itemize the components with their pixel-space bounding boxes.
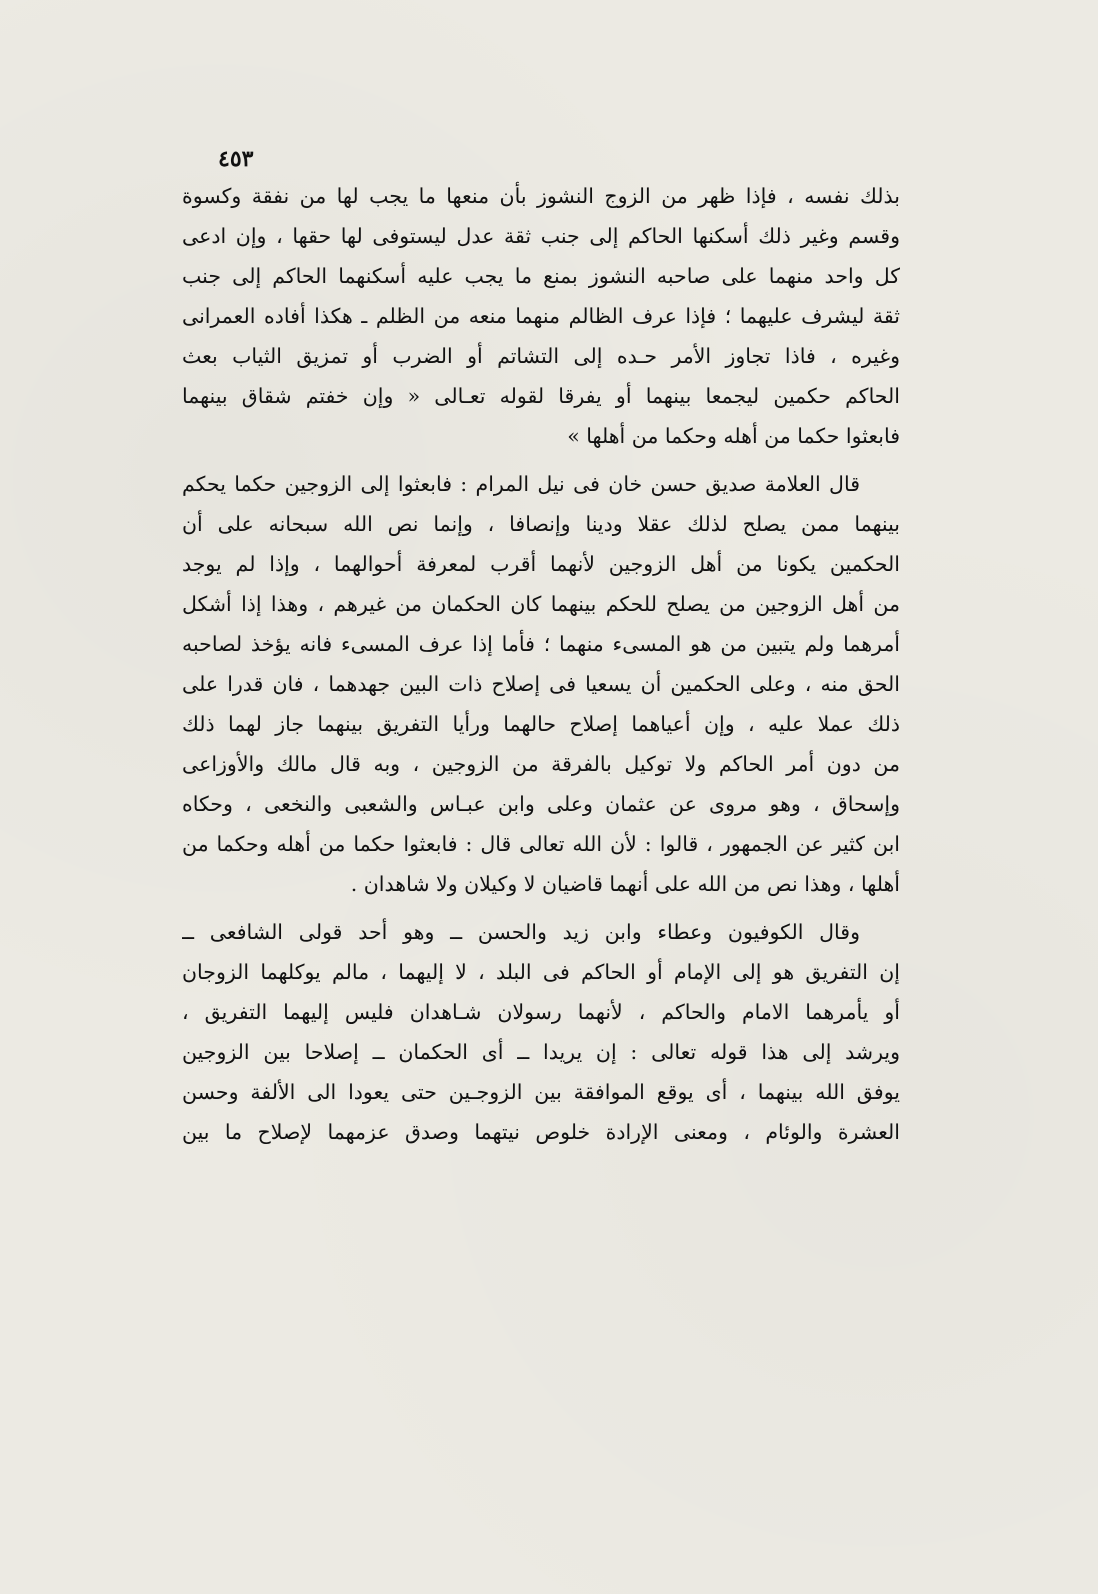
text-line: بينهما ممن يصلح لذلك عقلا ودينا وإنصافا ، وإنما نص الله سبحانه على أن: [182, 512, 900, 536]
text-line: إن التفريق هو إلى الإمام أو الحاكم فى البلد ، لا إليهما ، مالم يوكلهما الزوجان: [182, 960, 900, 984]
text-line: أهلها ، وهذا نص من الله على أنهما قاضيان لا وكيلان ولا شاهدان .: [350, 872, 900, 896]
text-line: العشرة والوئام ، ومعنى الإرادة خلوص نيتهما وصدق عزمهما لإصلاح ما بين: [182, 1120, 900, 1144]
paragraph: [182, 912, 900, 1152]
text-line: قال العلامة صديق حسن خان فى نيل المرام : فابعثوا إلى الزوجين حكما يحكم: [182, 472, 860, 496]
text-line: من أهل الزوجين من يصلح للحكم بينهما كان الحكمان من غيرهم ، وهذا إذا أشكل: [182, 592, 900, 616]
text-line: وغيره ، فاذا تجاوز الأمر حـده إلى التشاتم أو الضرب أو تمزيق الثياب بعث: [182, 344, 900, 368]
body-text: [182, 176, 900, 1152]
text-line: وقسم وغير ذلك أسكنها الحاكم إلى جنب ثقة عدل ليستوفى لها حقها ، وإن ادعى: [182, 224, 900, 248]
text-line: كل واحد منهما على صاحبه النشوز بمنع ما يجب عليه أسكنهما الحاكم إلى جنب: [182, 264, 900, 288]
page-number: ٤٥٣: [218, 146, 254, 172]
text-line: فابعثوا حكما من أهله وحكما من أهلها »: [567, 424, 900, 448]
text-line: الحاكم حكمين ليجمعا بينهما أو يفرقا لقوله تعـالى « وإن خفتم شقاق بينهما: [182, 384, 900, 408]
text-line: الحكمين يكونا من أهل الزوجين لأنهما أقرب لمعرفة أحوالهما ، وإذا لم يوجد: [182, 552, 900, 576]
text-line: يوفق الله بينهما ، أى يوقع الموافقة بين الزوجـين حتى يعودا الى الألفة وحسن: [182, 1080, 900, 1104]
text-line: ويرشد إلى هذا قوله تعالى : إن يريدا ــ أى الحكمان ــ إصلاحا بين الزوجين: [182, 1040, 900, 1064]
text-line: أمرهما ولم يتبين من هو المسىء منهما ؛ فأما إذا عرف المسىء فانه يؤخذ لصاحبه: [182, 632, 900, 656]
text-line: الحق منه ، وعلى الحكمين أن يسعيا فى إصلاح ذات البين جهدهما ، فان قدرا على: [182, 672, 900, 696]
text-line: وإسحاق ، وهو مروى عن عثمان وعلى وابن عبـاس والشعبى والنخعى ، وحكاه: [182, 792, 900, 816]
text-line: ابن كثير عن الجمهور ، قالوا : لأن الله تعالى قال : فابعثوا حكما من أهله وحكما من: [182, 832, 900, 856]
paragraph: [182, 176, 900, 456]
text-line: أو يأمرهما الامام والحاكم ، لأنهما رسولان شـاهدان فليس إليهما التفريق ،: [182, 1000, 900, 1024]
text-line: من دون أمر الحاكم ولا توكيل بالفرقة من الزوجين ، وبه قال مالك والأوزاعى: [182, 752, 900, 776]
text-line: وقال الكوفيون وعطاء وابن زيد والحسن ــ وهو أحد قولى الشافعى ــ: [182, 920, 860, 944]
text-line: ذلك عملا عليه ، وإن أعياهما إصلاح حالهما ورأيا التفريق بينهما جاز لهما ذلك: [182, 712, 900, 736]
text-line: بذلك نفسه ، فإذا ظهر من الزوج النشوز بأن منعها ما يجب لها من نفقة وكسوة: [182, 184, 900, 208]
text-line: ثقة ليشرف عليهما ؛ فإذا عرف الظالم منهما منعه من الظلم ـ هكذا أفاده العمرانى: [182, 304, 900, 328]
paragraph: [182, 464, 900, 904]
